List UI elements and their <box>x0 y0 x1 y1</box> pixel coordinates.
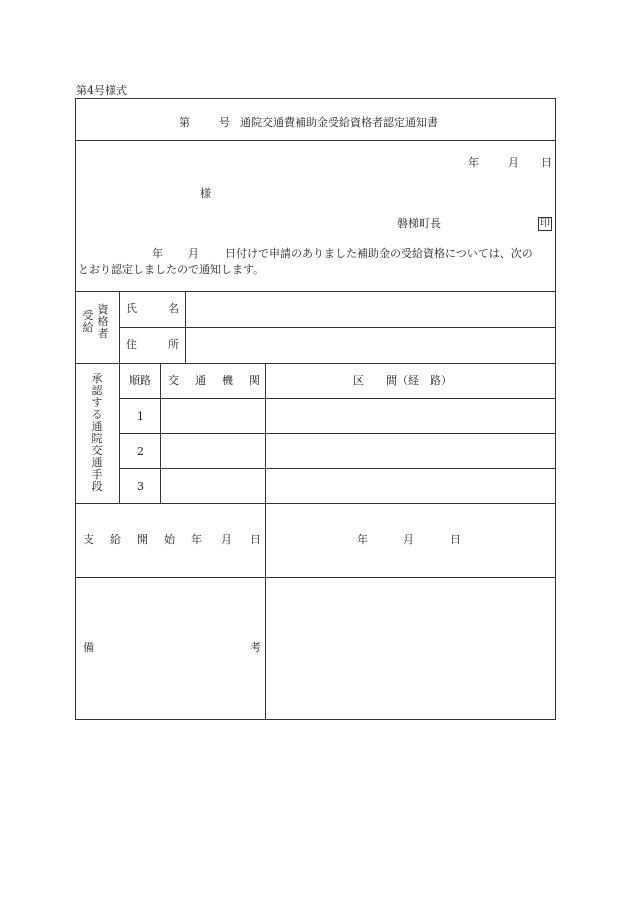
start-date-label-1: 支 <box>83 533 94 546</box>
lower-column-divider <box>265 503 266 719</box>
start-date-year: 年 <box>357 533 368 546</box>
seal-mark: 印 <box>540 218 550 229</box>
start-date-label-5: 年 <box>191 533 202 546</box>
route-header: 順路 <box>129 374 151 387</box>
transport-section-label: 承認する通院交通手段 <box>91 372 103 493</box>
section-field-2[interactable] <box>267 435 553 466</box>
agency-field-1[interactable] <box>162 400 263 431</box>
start-date-label-3: 開 <box>137 533 148 546</box>
body-month: 月 <box>188 247 199 260</box>
title-dai: 第 <box>179 116 190 129</box>
body-text-line1: 日付けで申請のありました補助金の受給資格については、次の <box>225 247 533 260</box>
start-date-label-4: 始 <box>164 533 175 546</box>
body-year: 年 <box>152 247 163 260</box>
addressee-honorific: 様 <box>200 187 211 200</box>
recipient-section-label-2: 資格者 <box>97 303 109 340</box>
address-label-1: 住 <box>126 338 137 351</box>
recipient-row-divider <box>119 327 555 328</box>
issuer-name: 磐梯町長 <box>397 217 441 230</box>
body-text-line2: とおり認定しましたので通知します。 <box>78 263 265 276</box>
form-number: 第4号様式 <box>76 84 127 97</box>
name-label-1: 氏 <box>126 302 137 315</box>
date-month: 月 <box>508 156 519 169</box>
section-field-1[interactable] <box>267 400 553 431</box>
start-date-field[interactable] <box>267 505 553 575</box>
agency-header-char-4: 関 <box>249 374 260 387</box>
name-label-2: 名 <box>168 302 179 315</box>
divider-title <box>76 140 555 141</box>
route-number-2: 2 <box>137 445 144 458</box>
notice-form <box>75 98 556 720</box>
route-number-3: 3 <box>137 480 144 493</box>
recipient-address-field[interactable] <box>187 329 553 361</box>
start-date-label-2: 給 <box>110 533 121 546</box>
divider-header <box>76 291 555 292</box>
agency-header-char-3: 機 <box>222 374 233 387</box>
section-field-3[interactable] <box>267 470 553 501</box>
address-label-2: 所 <box>168 338 179 351</box>
remarks-field[interactable] <box>267 579 553 717</box>
transport-header-divider <box>119 398 555 399</box>
start-date-label-7: 日 <box>250 533 261 546</box>
recipient-section-label-1: 受給 <box>82 309 94 334</box>
remarks-label-1: 備 <box>83 641 94 654</box>
divider-recipient <box>76 363 555 364</box>
divider-transport <box>76 503 555 504</box>
start-date-month: 月 <box>403 533 414 546</box>
recipient-name-field[interactable] <box>187 293 553 325</box>
transport-row-1-divider <box>119 433 555 434</box>
remarks-label-2: 考 <box>250 641 261 654</box>
divider-start-date <box>76 577 555 578</box>
start-date-day: 日 <box>450 533 461 546</box>
agency-field-3[interactable] <box>162 470 263 501</box>
date-year: 年 <box>468 156 479 169</box>
agency-header-char-2: 通 <box>195 374 206 387</box>
addressee-name-field[interactable] <box>116 183 196 199</box>
agency-header-char-1: 交 <box>168 374 179 387</box>
agency-field-2[interactable] <box>162 435 263 466</box>
section-route-header: 区 間（経 路） <box>353 374 452 387</box>
route-number-1: 1 <box>137 410 144 423</box>
title-go: 号 <box>219 116 230 129</box>
date-day: 日 <box>541 156 552 169</box>
form-title: 通院交通費補助金受給資格者認定通知書 <box>240 116 438 129</box>
transport-row-2-divider <box>119 468 555 469</box>
start-date-label-6: 月 <box>221 533 232 546</box>
